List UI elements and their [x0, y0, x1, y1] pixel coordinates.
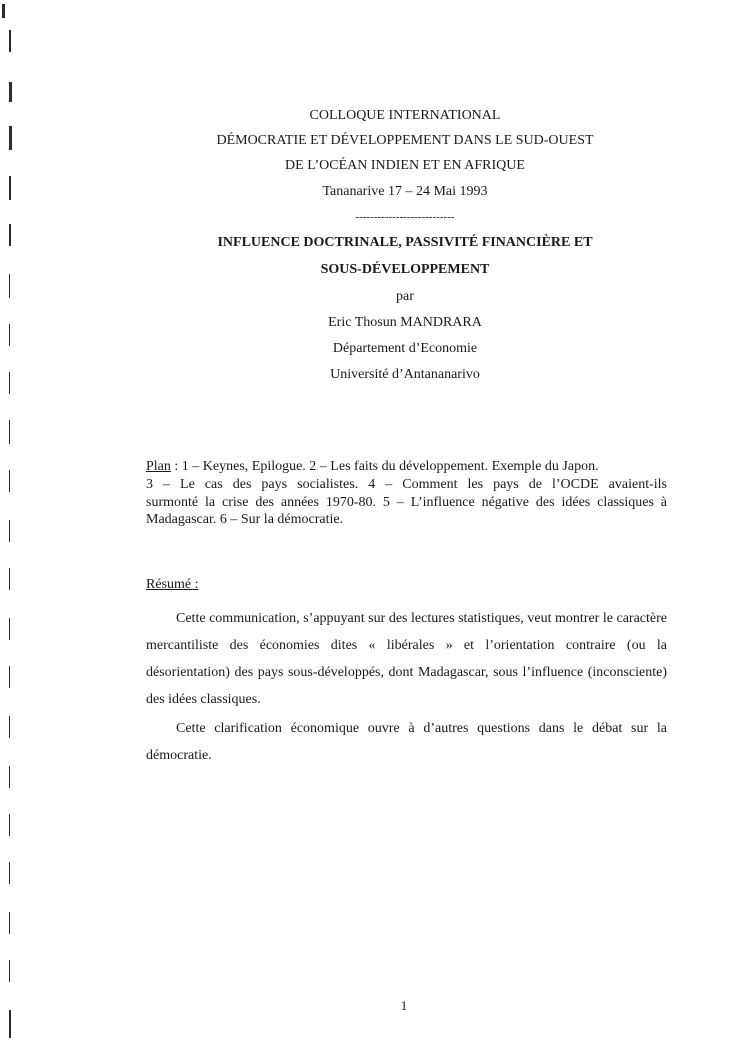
author-department: Département d’Economie [332, 341, 478, 356]
resume-heading: Résumé : [146, 577, 199, 592]
page-number: 1 [400, 998, 408, 1013]
binding-mark [9, 568, 10, 590]
conference-date: Tananarive 17 – 24 Mai 1993 [322, 184, 488, 199]
binding-mark [9, 176, 11, 200]
header-separator: --------------------------- [355, 211, 455, 223]
plan-text: : 1 – Keynes, Epilogue. 2 – Les faits du développement. Exemple du Japon. [170, 459, 599, 474]
plan-line2: 3 – Le cas des pays socialistes. 4 – Comment les pays de l’OCDE avaient-ils [146, 477, 667, 492]
binding-mark [9, 618, 10, 640]
paper-title-line1: INFLUENCE DOCTRINALE, PASSIVITÉ FINANCIÈRE ET [217, 235, 593, 250]
binding-mark [9, 372, 10, 394]
binding-mark [9, 520, 10, 542]
resume-paragraph-1: Cette communication, s’appuyant sur des lectures statistiques, veut montrer le caractère mercantiliste des économies dites « libérales » et l’orientation contraire (ou la désorientation) des pays sous-développés, dont Madagascar, sous l’influence (inconsciente) des idées classiques. [146, 611, 667, 707]
binding-mark [9, 912, 10, 934]
binding-mark [9, 126, 12, 150]
binding-mark [9, 324, 10, 346]
binding-mark [9, 274, 10, 298]
paper-title-line2: SOUS-DÉVELOPPEMENT [320, 262, 490, 277]
author-name: Eric Thosun MANDRARA [328, 315, 482, 330]
binding-mark [9, 82, 12, 102]
author-university: Université d’Antananarivo [330, 367, 480, 382]
conference-theme-line1: DÉMOCRATIE ET DÉVELOPPEMENT DANS LE SUD-OUEST [216, 133, 594, 148]
binding-mark [9, 862, 10, 884]
binding-mark [2, 4, 5, 18]
resume-paragraph-2: Cette clarification économique ouvre à d’autres questions dans le débat sur la démocratie. [146, 721, 667, 763]
scan-binding-marks [0, 0, 34, 1053]
plan-line4: Madagascar. 6 – Sur la démocratie. [146, 512, 344, 527]
binding-mark [9, 30, 11, 52]
binding-mark [9, 716, 10, 738]
binding-mark [9, 1010, 11, 1038]
binding-mark [9, 666, 10, 688]
binding-mark [9, 420, 10, 444]
binding-mark [9, 960, 10, 982]
plan-label: Plan [146, 459, 171, 474]
conference-theme-line2: DE L’OCÉAN INDIEN ET EN AFRIQUE [285, 158, 525, 173]
plan-line3: surmonté la crise des années 1970-80. 5 – L’influence négative des idées classiques à [146, 495, 667, 510]
plan-line1 [146, 458, 667, 475]
author-by: par [396, 289, 414, 304]
binding-mark [9, 766, 10, 788]
binding-mark [9, 224, 11, 246]
binding-mark [9, 814, 10, 836]
conference-name: COLLOQUE INTERNATIONAL [309, 108, 501, 123]
binding-mark [9, 470, 10, 492]
